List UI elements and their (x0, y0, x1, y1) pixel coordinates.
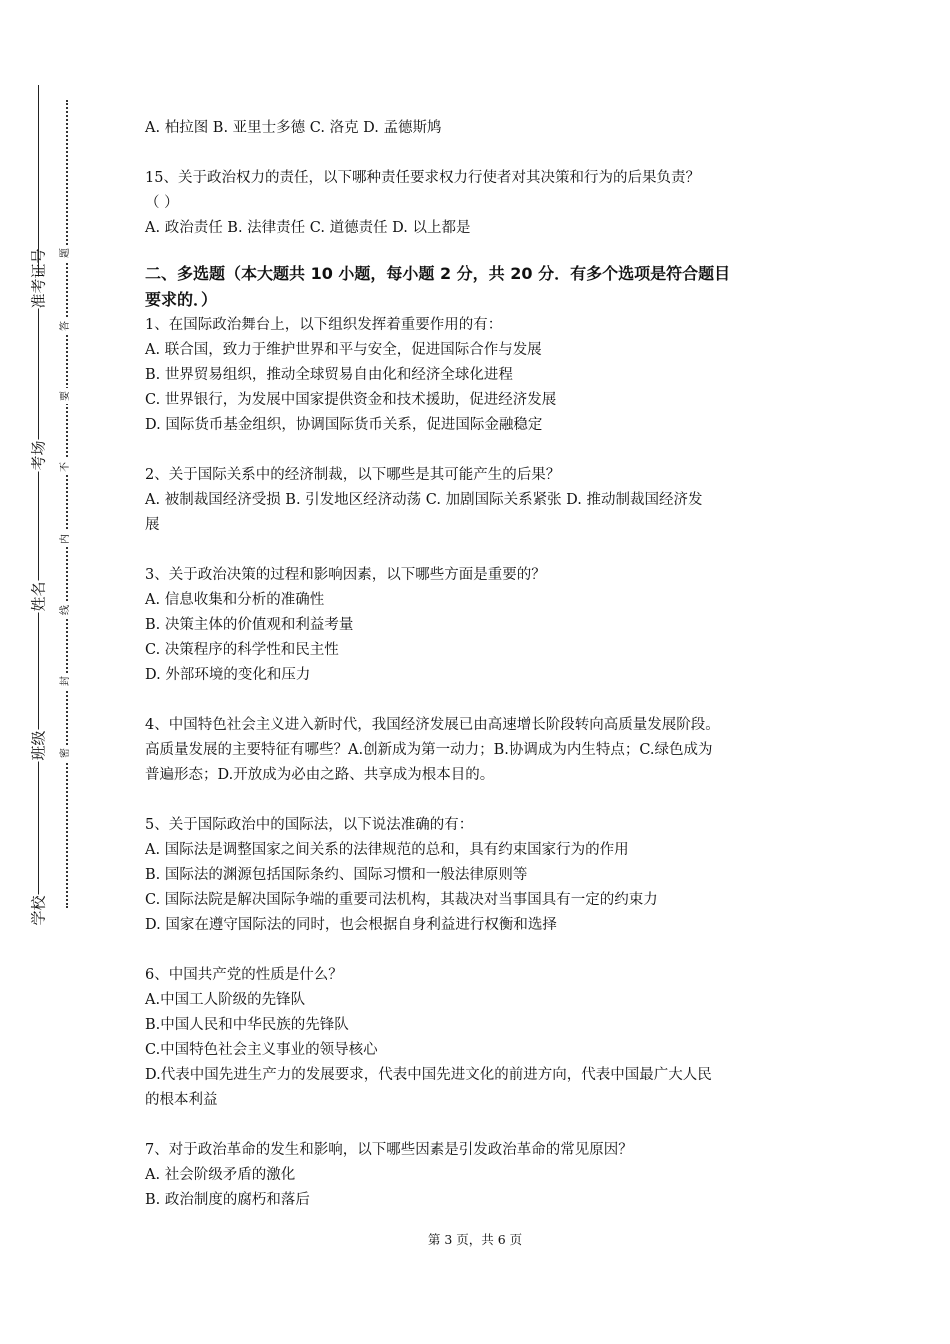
section-title (145, 261, 825, 313)
exam-room-label: 考场 (29, 440, 48, 471)
seal-char: 要 (60, 388, 72, 404)
q6-option-a: A.中国工人阶级的先锋队 (145, 992, 306, 1008)
q3-option-c: C. 决策程序的科学性和民主性 (145, 642, 339, 658)
seal-char: 内 (60, 531, 72, 547)
q1-option-b: B. 世界贸易组织，推动全球贸易自由化和经济全球化进程 (145, 367, 513, 383)
q4-text: 高质量发展的主要特征有哪些？A.创新成为第一动力；B.协调成为内生特点；C.绿色成为 (145, 742, 713, 758)
q3-option-d: D. 外部环境的变化和压力 (145, 667, 311, 683)
q2-options: A. 被制裁国经济受损 B. 引发地区经济动荡 C. 加剧国际关系紧张 D. 推动制裁国经济发 (145, 492, 703, 508)
binding-solid-line (38, 85, 39, 925)
page-number: 第 3 页，共 6 页 (427, 1232, 523, 1247)
seal-char: 答 (60, 318, 72, 334)
q6-option-d: D.代表中国先进生产力的发展要求，代表中国先进文化的前进方向，代表中国最广大人民 (145, 1067, 712, 1083)
q2-stem: 2、关于国际关系中的经济制裁，以下哪些是其可能产生的后果？ (145, 467, 561, 483)
exam-number-label: 准考证号 (29, 248, 48, 309)
section-title-line: 要求的．） (145, 290, 218, 309)
school-label: 学校 (29, 895, 48, 926)
q4-text: 普遍形态；D.开放成为必由之路、共享成为根本目的。 (145, 767, 495, 783)
q6-option-b: B.中国人民和中华民族的先锋队 (145, 1017, 349, 1033)
q7-stem: 7、对于政治革命的发生和影响，以下哪些因素是引发政治革命的常见原因？ (145, 1142, 633, 1158)
q1-option-c: C. 世界银行，为发展中国家提供资金和技术援助，促进经济发展 (145, 392, 557, 408)
q1-option-a: A. 联合国，致力于维护世界和平与安全，促进国际合作与发展 (145, 342, 542, 358)
q15-stem: 15、关于政治权力的责任，以下哪种责任要求权力行使者对其决策和行为的后果负责？ (145, 170, 700, 186)
q15-options: A. 政治责任 B. 法律责任 C. 道德责任 D. 以上都是 (145, 220, 471, 236)
q5-option-b: B. 国际法的渊源包括国际条约、国际习惯和一般法律原则等 (145, 867, 528, 883)
q3-option-a: A. 信息收集和分析的准确性 (145, 592, 325, 608)
q14-options: A. 柏拉图 B. 亚里士多德 C. 洛克 D. 孟德斯鸠 (145, 120, 442, 136)
q5-stem: 5、关于国际政治中的国际法，以下说法准确的有： (145, 817, 474, 833)
q4-text: 4、中国特色社会主义进入新时代，我国经济发展已由高速增长阶段转向高质量发展阶段。 (145, 717, 720, 733)
name-label: 姓名 (29, 581, 48, 612)
q7-option-a: A. 社会阶级矛盾的激化 (145, 1167, 296, 1183)
class-label: 班级 (29, 730, 48, 761)
seal-char: 不 (60, 459, 72, 475)
seal-char: 线 (60, 602, 72, 618)
q7-option-b: B. 政治制度的腐朽和落后 (145, 1192, 310, 1208)
q5-option-d: D. 国家在遵守国际法的同时，也会根据自身利益进行权衡和选择 (145, 917, 557, 933)
q3-option-b: B. 决策主体的价值观和利益考量 (145, 617, 354, 633)
q6-option-c: C.中国特色社会主义事业的领导核心 (145, 1042, 378, 1058)
q3-stem: 3、关于政治决策的过程和影响因素，以下哪些方面是重要的？ (145, 567, 546, 583)
q6-option-d-cont: 的根本利益 (145, 1092, 218, 1108)
q2-options-cont: 展 (145, 517, 160, 533)
seal-char: 题 (60, 245, 72, 261)
binding-dotted-line (66, 100, 68, 908)
question-content (145, 116, 825, 1213)
q1-option-d: D. 国际货币基金组织，协调国际货币关系，促进国际金融稳定 (145, 417, 543, 433)
q6-stem: 6、中国共产党的性质是什么？ (145, 967, 343, 983)
seal-char: 封 (60, 673, 72, 689)
q5-option-c: C. 国际法院是解决国际争端的重要司法机构，其裁决对当事国具有一定的约束力 (145, 892, 658, 908)
q5-option-a: A. 国际法是调整国家之间关系的法律规范的总和，具有约束国家行为的作用 (145, 842, 629, 858)
q1-stem: 1、在国际政治舞台上，以下组织发挥着重要作用的有： (145, 317, 503, 333)
q15-blank: （ ） (145, 195, 179, 211)
seal-char: 密 (60, 745, 72, 761)
section-title-line: 二、多选题（本大题共 10 小题，每小题 2 分，共 20 分．有多个选项是符合题目 (145, 264, 731, 283)
